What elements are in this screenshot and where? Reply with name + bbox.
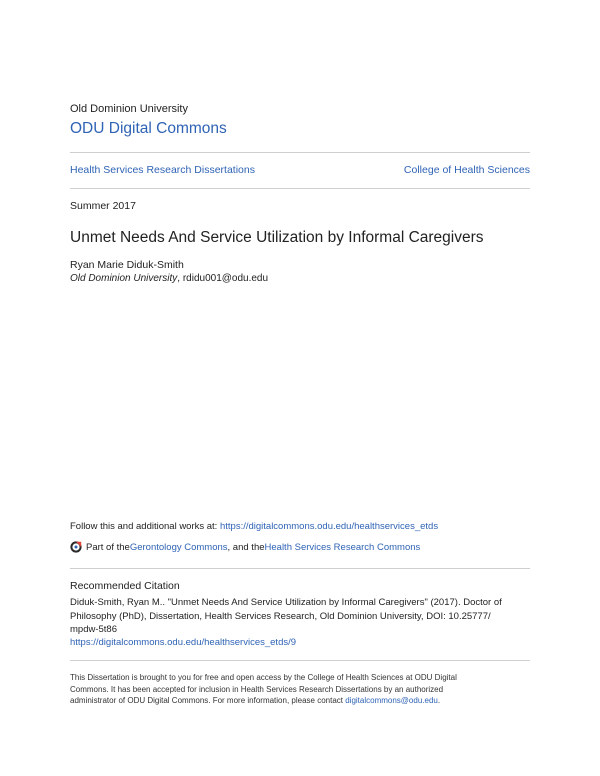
series-link[interactable]: Health Services Research Dissertations (70, 164, 255, 176)
citation-line: Philosophy (PhD), Dissertation, Health Services Research, Old Dominion University, DOI: 10.25777/ (70, 610, 491, 622)
author-email: rdidu001@odu.edu (182, 273, 269, 284)
author-affiliation-line (70, 273, 268, 284)
document-title: Unmet Needs And Service Utilization by Informal Caregivers (70, 229, 484, 246)
part-of-prefix: Part of the (86, 541, 130, 553)
citation-url-link[interactable]: https://digitalcommons.odu.edu/healthservices_etds/9 (70, 637, 297, 648)
author-affiliation: Old Dominion University (70, 273, 178, 284)
footer-line (70, 695, 530, 707)
citation-text (70, 596, 530, 637)
follow-prefix: Follow this and additional works at: (70, 521, 220, 532)
divider-footer (70, 660, 530, 661)
email-separator: , (177, 273, 183, 284)
college-link[interactable]: College of Health Sciences (403, 164, 530, 176)
footer-text (70, 672, 530, 707)
part-of-middle: , and the (227, 541, 265, 553)
divider-top (70, 152, 530, 153)
citation-heading: Recommended Citation (70, 580, 180, 592)
citation-line: mpdw-5t86 (70, 624, 117, 635)
contact-email-link[interactable]: digitalcommons@odu.edu (345, 696, 438, 705)
digital-commons-logo-icon (70, 541, 82, 553)
part-of-line (70, 541, 420, 553)
health-services-research-commons-link[interactable]: Health Services Research Commons (264, 541, 421, 553)
citation-line: Diduk-Smith, Ryan M.. "Unmet Needs And Service Utilization by Informal Caregivers" (2017). Doctor of (70, 597, 502, 608)
follow-url-link[interactable]: https://digitalcommons.odu.edu/healthservices_etds (219, 521, 439, 532)
footer-line3-prefix: administrator of ODU Digital Commons. For more information, please contact (70, 696, 346, 705)
author-name: Ryan Marie Diduk-Smith (70, 259, 184, 271)
season-label: Summer 2017 (70, 200, 136, 212)
footer-line: This Dissertation is brought to you for free and open access by the College of Health Sciences at ODU Digital (70, 673, 457, 682)
gerontology-commons-link[interactable]: Gerontology Commons (129, 541, 228, 553)
divider-citation (70, 568, 530, 569)
footer-line: Commons. It has been accepted for inclusion in Health Services Research Dissertations by an authorized (70, 684, 444, 694)
follow-line (70, 521, 438, 532)
footer-line3-suffix: . (437, 696, 441, 705)
divider-mid (70, 188, 530, 189)
university-name: Old Dominion University (70, 103, 188, 115)
commons-link[interactable]: ODU Digital Commons (70, 120, 227, 137)
